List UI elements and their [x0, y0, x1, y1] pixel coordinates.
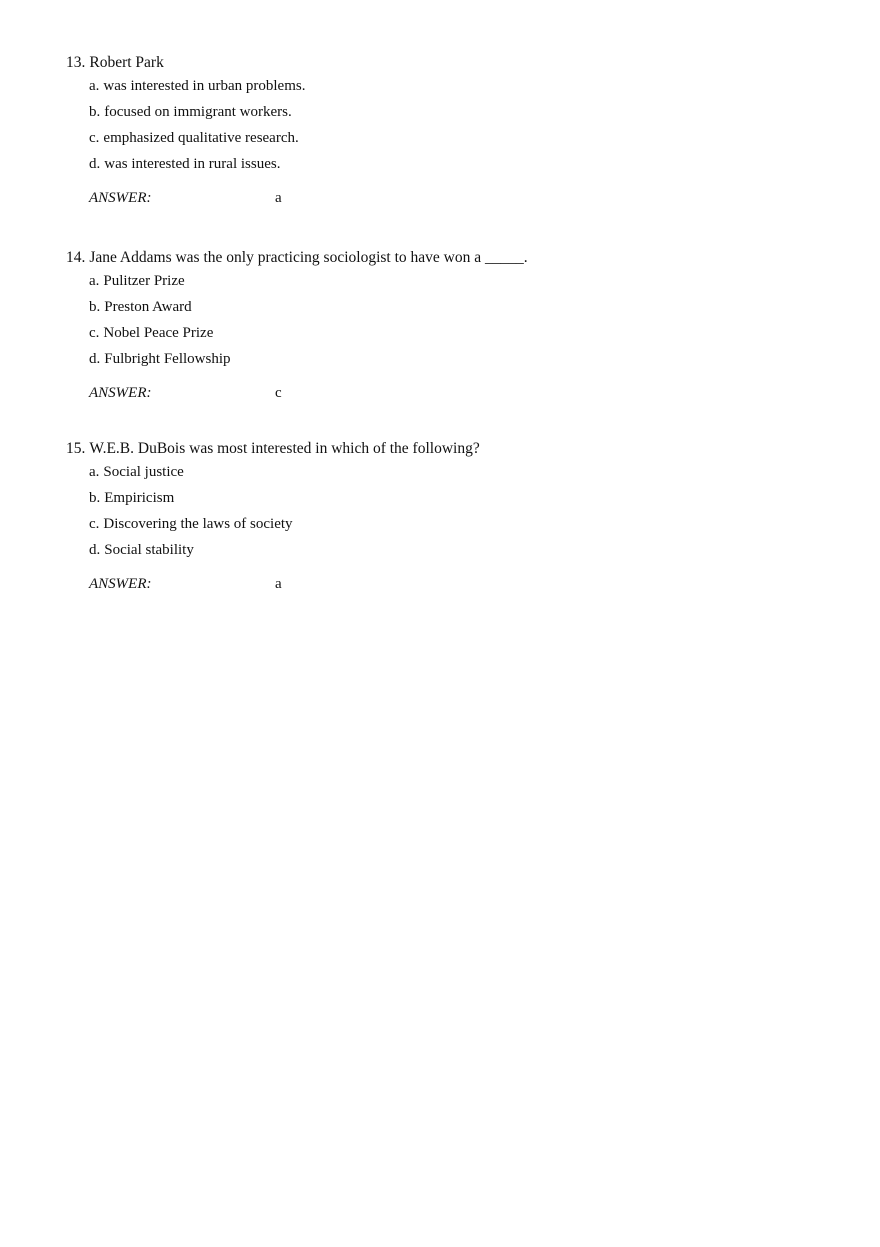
choice-d	[89, 349, 826, 375]
answer-value: c	[275, 385, 282, 401]
choice-letter: d.	[89, 542, 101, 558]
choice-text: Nobel Peace Prize	[103, 325, 214, 341]
question-stem	[66, 439, 826, 459]
choice-letter: a.	[89, 273, 100, 289]
question-14	[66, 248, 826, 405]
question-number: 15.	[66, 440, 86, 457]
choice-text: was interested in urban problems.	[103, 78, 306, 94]
choice-letter: a.	[89, 78, 100, 94]
choice-d	[89, 154, 826, 180]
question-stem	[66, 248, 826, 268]
choice-c	[89, 128, 826, 154]
question-text: W.E.B. DuBois was most interested in which of the following?	[89, 440, 480, 457]
choice-text: Pulitzer Prize	[103, 273, 185, 289]
choice-text: Social justice	[103, 464, 184, 480]
answer-row	[66, 574, 826, 596]
choice-b	[89, 102, 826, 128]
choice-text: Empiricism	[104, 490, 175, 506]
question-text: Jane Addams was the only practicing sociologist to have won a _____.	[89, 249, 528, 266]
choice-letter: a.	[89, 464, 100, 480]
choice-letter: d.	[89, 351, 101, 367]
answer-row	[66, 383, 826, 405]
choice-d	[89, 540, 826, 566]
question-15	[66, 439, 826, 596]
answer-label: ANSWER:	[89, 385, 152, 401]
choice-text: was interested in rural issues.	[104, 156, 281, 172]
question-text: Robert Park	[89, 54, 164, 71]
choice-c	[89, 323, 826, 349]
choice-a	[89, 462, 826, 488]
choice-text: Fulbright Fellowship	[104, 351, 231, 367]
choice-c	[89, 514, 826, 540]
choice-letter: b.	[89, 104, 101, 120]
answer-label: ANSWER:	[89, 576, 152, 592]
choice-letter: b.	[89, 490, 101, 506]
answer-row	[66, 188, 826, 210]
choice-letter: d.	[89, 156, 101, 172]
choice-letter: c.	[89, 325, 100, 341]
choice-a	[89, 271, 826, 297]
choice-b	[89, 297, 826, 323]
choice-list	[66, 271, 826, 375]
choice-list	[66, 462, 826, 566]
choice-letter: c.	[89, 516, 100, 532]
question-number: 14.	[66, 249, 86, 266]
choice-text: Discovering the laws of society	[103, 516, 293, 532]
answer-label: ANSWER:	[89, 190, 152, 206]
question-13	[66, 53, 826, 210]
choice-b	[89, 488, 826, 514]
answer-value: a	[275, 576, 282, 592]
choice-list	[66, 76, 826, 180]
question-stem	[66, 53, 826, 73]
choice-text: emphasized qualitative research.	[103, 130, 299, 146]
question-number: 13.	[66, 54, 86, 71]
choice-text: Social stability	[104, 542, 194, 558]
choice-letter: c.	[89, 130, 100, 146]
answer-value: a	[275, 190, 282, 206]
choice-a	[89, 76, 826, 102]
choice-letter: b.	[89, 299, 101, 315]
choice-text: Preston Award	[104, 299, 192, 315]
choice-text: focused on immigrant workers.	[104, 104, 292, 120]
